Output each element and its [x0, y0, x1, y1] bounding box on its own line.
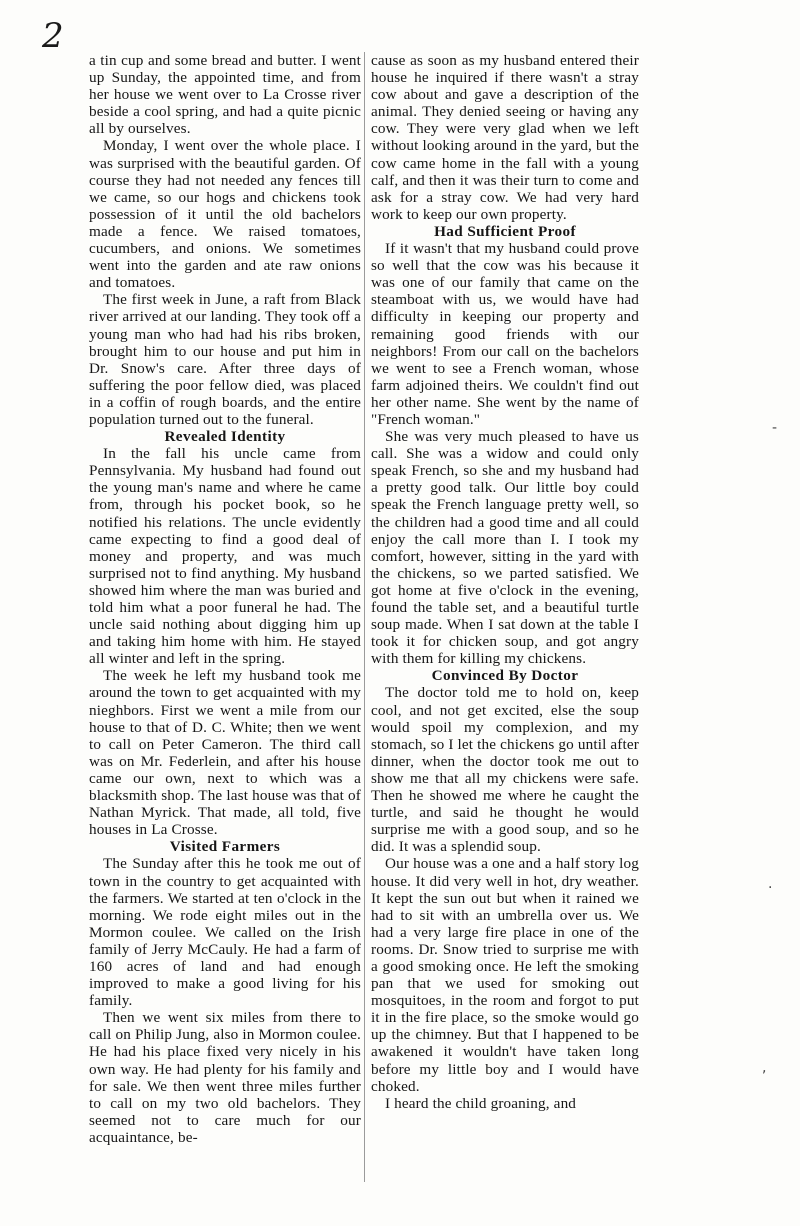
left-column-paragraph: The first week in June, a raft from Black river arrived at our landing. They took off a young man who had had his ribs broken, brought him to our house and put him in Dr. Snow's care. After three days of suffering the poor fellow died, was placed in a coffin of rough boards, and the entire population turned out to the funeral.	[89, 291, 361, 428]
left-column-paragraph: The week he left my husband took me around the town to get acquainted with my nieghbors. First we went a mile from our house to that of D. C. White; then we went to call on Peter Cameron. The third call was on Mr. Federlein, and after his house came our own, next to which was a blacksmith shop. The last house was that of Nathan Myrick. That made, all told, five houses in La Crosse.	[89, 667, 361, 839]
left-column-paragraph: Then we went six miles from there to call on Philip Jung, also in Mormon coulee. He had his place fixed very nicely in his own way. He had plenty for his family and for sale. We then went three miles further to call on my two old bachelors. They seemed not to care much for our acquaintance, be-	[89, 1009, 361, 1146]
right-column-subheading: Convinced By Doctor	[431, 667, 579, 685]
right-column	[371, 52, 639, 1112]
margin-speck: ,	[762, 1060, 767, 1076]
right-column-paragraph: She was very much pleased to have us call. She was a widow and could only speak French, so she and my husband had a pretty good talk. Our little boy could speak the French language pretty well, so the children had a good time and all could enjoy the call more than I. I took my comfort, however, sitting in the yard with the chickens, so we parted satisfied. We got home at five o'clock in the evening, found the table set, and a beautiful turtle soup made. When I sat down at the table I took it for chicken soup, and got angry with them for killing my chickens.	[371, 428, 639, 668]
left-column-subheading: Revealed Identity	[164, 428, 286, 446]
right-column-subheading: Had Sufficient Proof	[434, 222, 576, 240]
left-column	[89, 52, 361, 1146]
right-column-paragraph: I heard the child groaning, and	[385, 1094, 577, 1112]
right-column-paragraph: The doctor told me to hold on, keep cool, and not get excited, else the soup would spoil my complexion, and my stomach, so I let the chickens go until after dinner, when the doctor took me out to show me that all my chickens were safe. Then he showed me where he caught the turtle, and said he thought he would surprise me with a good soup, and so he did. It was a splendid soup.	[371, 684, 639, 856]
margin-speck: ·	[768, 880, 773, 896]
left-column-paragraph: The Sunday after this he took me out of town in the country to get acquainted with the farmers. We started at ten o'clock in the morning. We rode eight miles out in the Mormon coulee. We called on the Irish family of Jerry McCauly. He had a farm of 160 acres of land and had enough improved to make a good living for his family.	[89, 855, 361, 1010]
left-column-paragraph: Monday, I went over the whole place. I was surprised with the beautiful garden. Of course they had not needed any fences till we came, so our hogs and chickens took possession of it until the old bachelors made a fence. We raised tomatoes, cucumbers, and onions. We sometimes went into the garden and ate raw onions and tomatoes.	[89, 137, 361, 292]
right-column-paragraph: cause as soon as my husband entered their house he inquired if there wasn't a stray cow about and gave a description of the animal. They denied seeing or having any cow. They were very glad when we left without looking around in the yard, but the cow came home in the fall with a young calf, and then it was their turn to come and ask for a stray cow. We had very hard work to keep our own property.	[371, 52, 639, 223]
left-column-paragraph: a tin cup and some bread and butter. I went up Sunday, the appointed time, and from her house we went over to La Crosse river beside a cool spring, and had a quite picnic all by ourselves.	[89, 52, 361, 138]
column-divider	[364, 52, 365, 1182]
right-column-paragraph: Our house was a one and a half story log house. It did very well in hot, dry weather. It kept the sun out but when it rained we had to sit with an umbrella over us. We had a very large fire place in one of the rooms. Dr. Snow tried to surprise me with a good smoking once. He left the smoking pan that we used for smoking out mosquitoes, in the room and forgot to put it in the fire place, so the smoke would go up the chimney. But that I happened to be awakened it wouldn't have taken long before my little boy and I would have choked.	[371, 855, 639, 1095]
margin-speck: -	[772, 420, 778, 436]
page-number: 2	[42, 16, 64, 56]
left-column-subheading: Visited Farmers	[169, 838, 281, 856]
right-column-paragraph: If it wasn't that my husband could prove so well that the cow was his because it was one of our family that came on the steamboat with us, we would have had difficulty in keeping our property and remaining good friends with our neighbors! From our call on the bachelors we went to see a French woman, whose farm adjoined theirs. We couldn't find out her other name. She went by the name of "French woman."	[371, 240, 639, 428]
left-column-paragraph: In the fall his uncle came from Pennsylvania. My husband had found out the young man's name and where he came from, through his pocket book, so he notified his relations. The uncle evidently came expecting to find a good deal of money and property, and was much surprised not to find anything. My husband showed him where the man was buried and told him what a poor funeral he had. The uncle said nothing about digging him up and taking him home with him. He stayed all winter and left in the spring.	[89, 445, 361, 668]
